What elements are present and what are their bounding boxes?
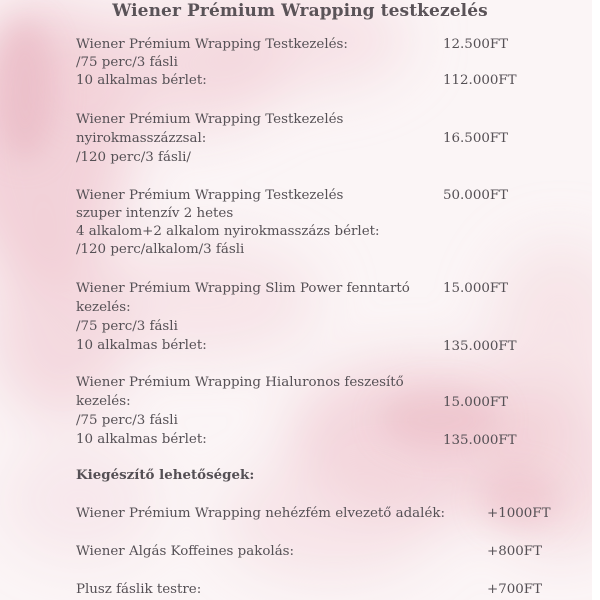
service-price: 12.500FT: [443, 37, 509, 52]
service-line: /75 perc/3 fásli: [76, 319, 178, 334]
extra-price: +700FT: [487, 582, 543, 597]
service-line: Wiener Prémium Wrapping Slim Power fenntartó: [76, 281, 410, 296]
service-price: 15.000FT: [443, 395, 509, 410]
service-line: 10 alkalmas bérlet:: [76, 73, 207, 88]
service-line: Wiener Prémium Wrapping Testkezelés: [76, 188, 344, 203]
service-line: Wiener Prémium Wrapping Testkezelés: [76, 112, 344, 127]
service-line: 10 alkalmas bérlet:: [76, 338, 207, 353]
service-line: Wiener Prémium Wrapping Hialuronos feszesítő: [76, 375, 404, 390]
service-line: 10 alkalmas bérlet:: [76, 432, 207, 447]
service-price: 50.000FT: [443, 188, 509, 203]
service-price: 135.000FT: [443, 433, 517, 448]
service-price: 135.000FT: [443, 339, 517, 354]
extras-heading: Kiegészítő lehetőségek:: [76, 467, 255, 483]
service-line: kezelés:: [76, 300, 131, 315]
service-line: 4 alkalom+2 alkalom nyirokmasszázs bérlet:: [76, 224, 380, 239]
extra-label: Wiener Algás Koffeines pakolás:: [76, 544, 295, 559]
service-price: 15.000FT: [443, 281, 509, 296]
service-line: /120 perc/3 fásli/: [76, 150, 191, 165]
service-line: szuper intenzív 2 hetes: [76, 206, 234, 221]
extra-label: Plusz fáslik testre:: [76, 582, 202, 597]
service-price: 112.000FT: [443, 73, 517, 88]
service-line: /75 perc/3 fásli: [76, 413, 178, 428]
extra-price: +1000FT: [487, 506, 551, 521]
service-line: /120 perc/alkalom/3 fásli: [76, 242, 245, 257]
service-line: Wiener Prémium Wrapping Testkezelés:: [76, 37, 348, 52]
service-price: 16.500FT: [443, 131, 509, 146]
service-line: nyirokmasszázzsal:: [76, 131, 207, 146]
extra-price: +800FT: [487, 544, 543, 559]
extra-label: Wiener Prémium Wrapping nehézfém elvezető adalék:: [76, 506, 445, 521]
service-line: kezelés:: [76, 394, 131, 409]
page-title: Wiener Prémium Wrapping testkezelés: [112, 1, 488, 21]
service-line: /75 perc/3 fásli: [76, 55, 178, 70]
